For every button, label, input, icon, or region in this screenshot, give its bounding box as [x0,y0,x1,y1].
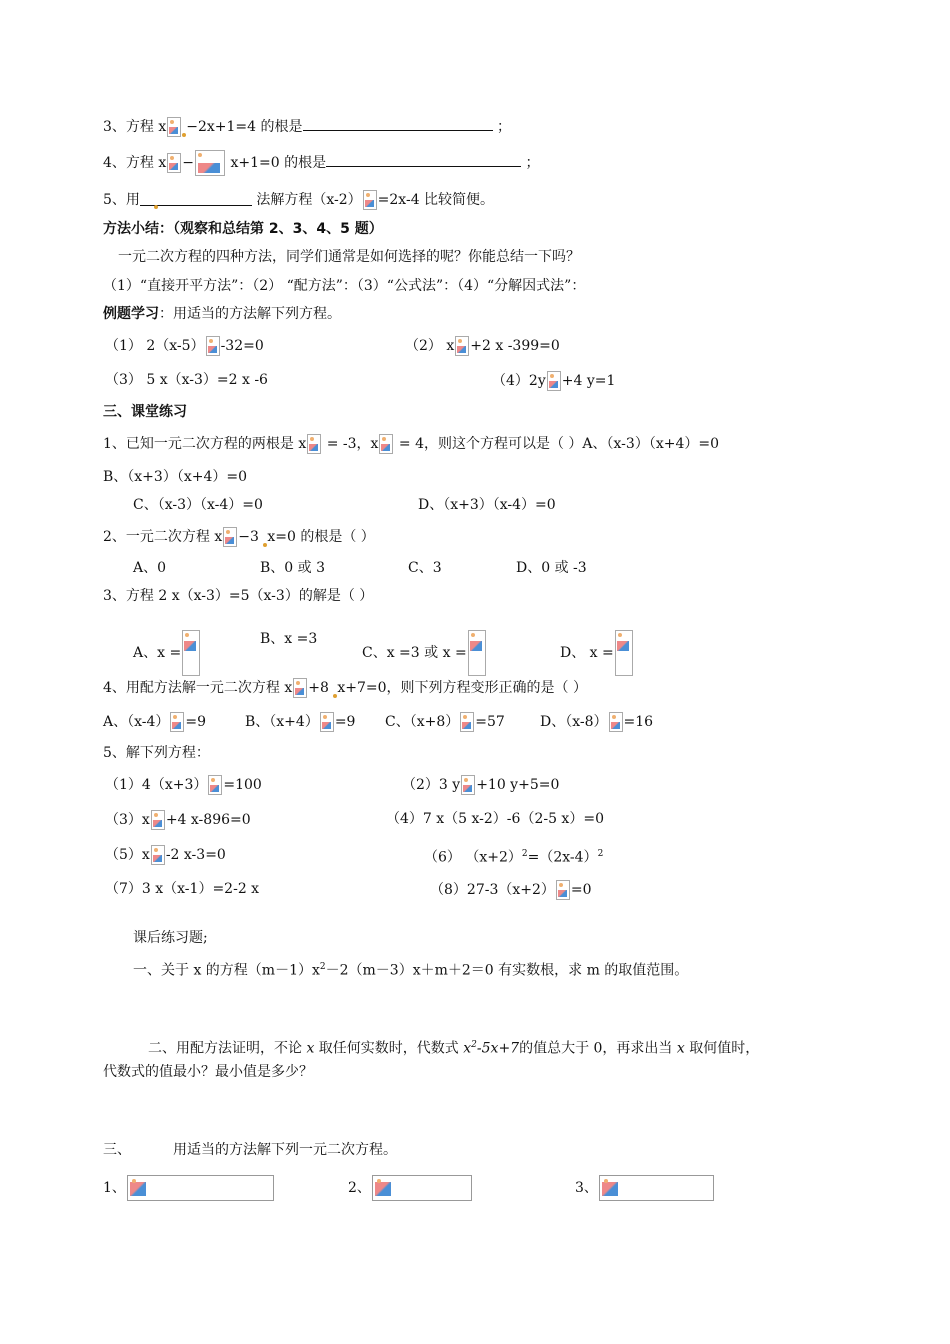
problem-5: （5）x -2 x-3=0 [105,847,226,863]
question-3: 3、方程 x −2x+1=4 的根是 ； [103,116,511,137]
summary-methods: （1）“直接开平方法”：（2） “配方法”：（3）“公式法”：（4）“分解因式法”： [103,278,586,294]
image-placeholder-icon [195,150,225,176]
problem-7: （7）3 x（x-1）=2-2 x [105,881,260,897]
image-placeholder-icon [307,434,321,454]
image-placeholder-icon [206,336,220,356]
image-placeholder-icon [167,153,181,173]
image-placeholder-icon [208,775,222,795]
image-placeholder-icon [293,678,307,698]
option-c: C、3 [408,560,442,576]
option-c: C、（x-3）（x-4）=0 [133,497,263,513]
image-placeholder-icon [223,527,237,547]
option-a: A、x = [133,630,201,676]
image-placeholder-icon [556,880,570,900]
image-placeholder-icon [455,336,469,356]
option-d: D、 x = [560,630,634,676]
option-a: A、（x-4） =9 [103,714,207,730]
image-placeholder-icon [547,371,561,391]
problem-4: （4）7 x（5 x-2）-6（2-5 x）=0 [386,811,604,827]
problem-6: （6） $(x+2)^2=(2x-4)^2$ [424,849,604,866]
equation-image-icon [372,1175,472,1201]
practice-q4: 4、用配方法解一元二次方程 x +8 x+7=0，则下列方程变形正确的是（ ） [103,680,587,696]
equation-image-icon [127,1175,274,1201]
image-placeholder-icon [609,712,623,732]
practice-q1: 1、已知一元二次方程的两根是 x = -3，x = 4，则这个方程可以是（ ）A、（x-3）（x+4）=0 [103,436,719,452]
problem-3: （3）x +4 x-896=0 [105,812,251,828]
homework-title: 课后练习题; [133,930,208,946]
answer-blank[interactable] [303,116,493,131]
hw-problem-2: 2、 [348,1175,473,1201]
practice-title: 三、课堂练习 [103,404,187,420]
summary-title: 方法小结：（观察和总结第 2、3、4、5 题） [103,221,383,237]
example-4: （4）2y +4 y=1 [492,373,616,389]
answer-blank[interactable] [140,191,252,206]
image-placeholder-icon [460,712,474,732]
practice-q2: 2、一元二次方程 x −3 x=0 的根是（ ） [103,529,375,545]
option-a: A、0 [133,560,167,576]
practice-q5: 5、解下列方程： [103,745,210,761]
image-placeholder-icon [167,117,181,137]
homework-2: 二、用配方法证明，不论 x 取任何实数时，代数式 $x^2-5x+7$的值总大于 0，再求出当 x 取何值时， [148,1040,760,1057]
homework-3: 三、 用适当的方法解下列一元二次方程。 [103,1142,397,1158]
option-b: B、（x+4） =9 [245,714,356,730]
option-c: C、x =3 或 x = [362,630,487,676]
option-d: D、0 或 -3 [516,560,587,576]
image-placeholder-icon [320,712,334,732]
option-b: B、0 或 3 [260,560,326,576]
homework-2-cont: 代数式的值最小？最小值是多少？ [103,1064,313,1080]
image-placeholder-icon [151,810,165,830]
option-d: D、（x+3）（x-4）=0 [418,497,556,513]
option-c: C、（x+8） =57 [385,714,505,730]
option-d: D、（x-8） =16 [540,714,654,730]
example-heading: 例题学习：用适当的方法解下列方程。 [103,306,341,322]
hw-problem-3: 3、 [575,1175,715,1201]
fraction-image-icon [468,630,486,676]
option-b: B、（x+3）（x+4）=0 [103,469,247,485]
fraction-image-icon [182,630,200,676]
equation-image-icon [599,1175,714,1201]
answer-blank[interactable] [326,152,521,167]
question-4: 4、方程 x − x+1=0 的根是 ； [103,150,540,176]
summary-text: 一元二次方程的四种方法，同学们通常是如何选择的呢？你能总结一下吗？ [118,249,580,265]
practice-q3: 3、方程 2 x（x-3）=5（x-3）的解是（ ） [103,588,374,604]
question-5: 5、用 法解方程（x-2） =2x-4 比较简便。 [103,192,495,208]
example-1: （1） 2（x-5） -32=0 [105,338,264,354]
image-placeholder-icon [170,712,184,732]
problem-2: （2）3 y +10 y+5=0 [402,777,560,793]
image-placeholder-icon [363,190,377,210]
fraction-image-icon [615,630,633,676]
hw-problem-1: 1、 [103,1175,275,1201]
problem-8: （8）27-3（x+2） =0 [430,882,592,898]
problem-1: （1）4（x+3） =100 [105,777,262,793]
example-2: （2） x +2 x -399=0 [405,338,560,354]
option-b: B、x =3 [260,631,318,647]
image-placeholder-icon [379,434,393,454]
example-3: （3） 5 x（x-3）=2 x -6 [105,372,268,388]
image-placeholder-icon [461,775,475,795]
homework-1: 一、关于 x 的方程$(m-1)x^2-2(m-3)x+m+2=0$ 有实数根，求 m 的取值范围。 [133,962,689,979]
image-placeholder-icon [151,845,165,865]
